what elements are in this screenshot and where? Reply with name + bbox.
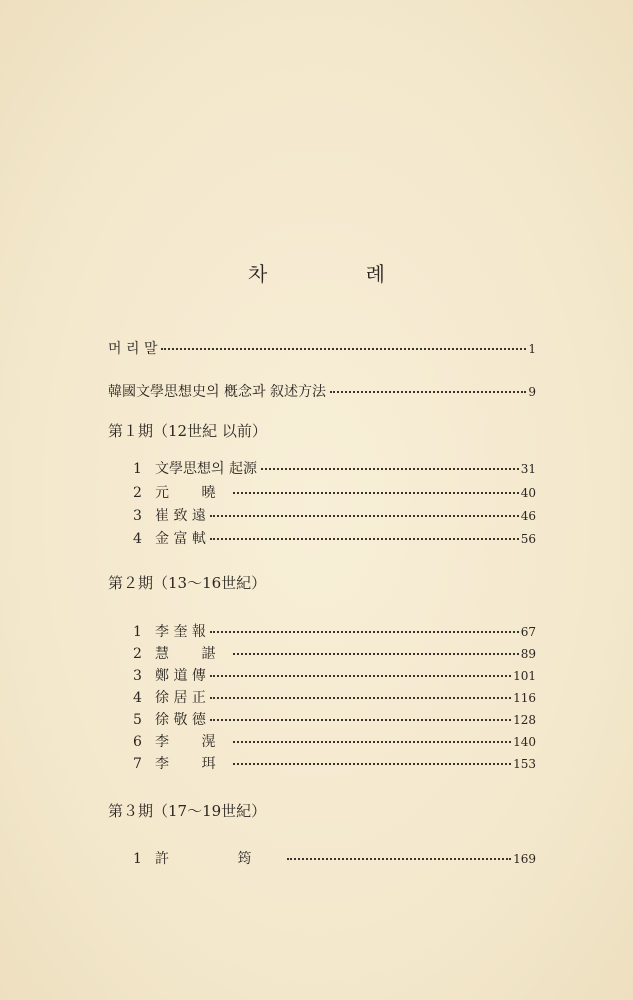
toc-entry-page: 56 [520,532,536,546]
leader-dots [210,515,519,517]
leader-dots [161,348,526,350]
toc-entry-number: 1 [133,851,142,867]
toc-entry-page: 128 [513,713,536,727]
toc-entry-label: 文學思想의 起源 [155,461,257,477]
toc-entry-label: 許 筠 [155,851,284,867]
toc-entry-page: 101 [513,669,536,683]
toc-entry [133,528,536,548]
toc-entry [133,687,536,707]
toc-entry-page: 1 [528,342,536,356]
toc-entry-number: 3 [133,508,142,524]
toc-entry-number: 1 [133,624,142,640]
toc-entry-number: 7 [133,756,142,772]
page-title: 차 례 [248,262,431,286]
toc-entry-page: 9 [528,385,536,399]
toc-entry-page: 140 [513,735,536,749]
toc-entry [133,665,536,685]
toc-entry-label: 慧 諶 [155,646,230,662]
toc-entry-page: 67 [520,625,536,639]
toc-entry-intro [108,381,536,401]
toc-entry-label: 머 리 말 [108,341,158,357]
toc-entry-page: 153 [513,757,536,771]
toc-entry-number: 5 [133,712,142,728]
toc-entry-number: 4 [133,531,142,547]
leader-dots [210,719,511,721]
toc-entry-number: 2 [133,646,142,662]
toc-entry-label: 元 曉 [155,485,230,501]
leader-dots [210,675,511,677]
toc-entry-label: 金 富 軾 [155,531,206,547]
leader-dots [210,631,519,633]
toc-entry [133,731,536,751]
toc-entry-label: 鄭 道 傳 [155,668,206,684]
leader-dots [287,858,511,860]
toc-entry [133,643,536,663]
toc-entry-page: 169 [513,852,536,866]
toc-entry-number: 2 [133,485,142,501]
leader-dots [210,697,511,699]
toc-entry [133,458,536,478]
period-heading: 第２期（13～16世紀） [108,574,267,592]
toc-entry-page: 116 [513,691,536,705]
toc-entry-number: 4 [133,690,142,706]
leader-dots [233,492,518,494]
period-heading: 第３期（17～19世紀） [108,802,267,820]
leader-dots [233,653,518,655]
toc-entry [133,505,536,525]
toc-entry-number: 3 [133,668,142,684]
toc-entry-number: 1 [133,461,142,477]
toc-entry-number: 6 [133,734,142,750]
leader-dots [261,468,519,470]
leader-dots [233,741,511,743]
toc-entry-page: 40 [520,486,536,500]
toc-entry-preface [108,338,536,358]
toc-entry [133,753,536,773]
leader-dots [210,538,519,540]
toc-entry [133,709,536,729]
toc-entry-page: 46 [520,509,536,523]
toc-entry-page: 89 [520,647,536,661]
toc-entry-label: 李 奎 報 [155,624,206,640]
toc-entry-label: 李 滉 [155,734,230,750]
toc-entry [133,482,536,502]
toc-entry-label: 徐 敬 德 [155,712,206,728]
toc-entry-label: 崔 致 遠 [155,508,206,524]
toc-entry-label: 徐 居 正 [155,690,206,706]
toc-entry-label: 李 珥 [155,756,230,772]
toc-entry-page: 31 [520,462,536,476]
leader-dots [330,391,526,393]
leader-dots [233,763,511,765]
toc-entry [133,848,536,868]
period-heading: 第１期（12世紀 以前） [108,422,267,440]
toc-entry [133,621,536,641]
toc-entry-label: 韓國文學思想史의 槪念과 叙述方法 [108,384,326,400]
